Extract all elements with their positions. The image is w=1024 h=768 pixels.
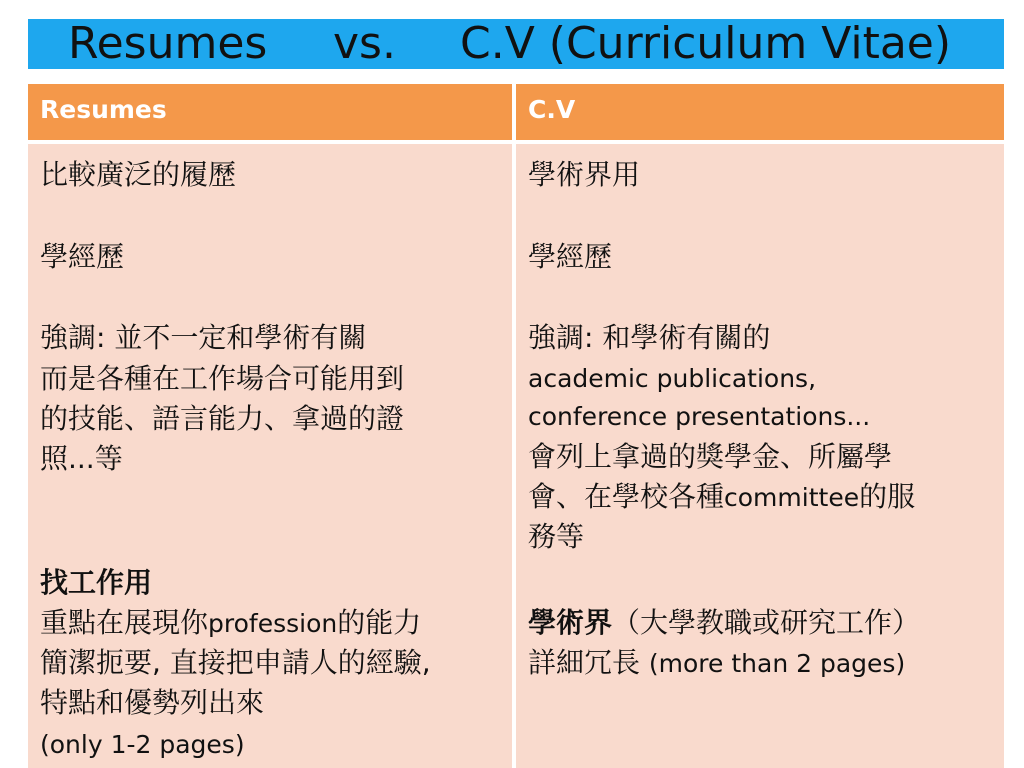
cv-line-9 [528, 606, 920, 640]
resumes-line-8-b: profession [208, 609, 338, 638]
resumes-line-8-a: 重點在展現你 [40, 606, 209, 639]
resumes-line-9: 簡潔扼要, 直接把申請人的經驗, [40, 646, 431, 679]
cv-line-7-c: 的服 [859, 480, 916, 513]
resumes-line-7: 找工作用 [40, 566, 153, 599]
title-cv: C.V (Curriculum Vitae) [460, 18, 952, 69]
cv-line-10 [528, 646, 905, 681]
header-cv: C.V [528, 95, 576, 124]
header-resumes: Resumes [40, 95, 167, 124]
title-bar [28, 19, 1004, 69]
cv-line-6: 會列上拿過的獎學金、所屬學 [528, 440, 893, 473]
resumes-line-2: 學經歷 [40, 240, 125, 273]
cv-line-10-b: (more than 2 pages) [648, 649, 906, 678]
cv-line-9-b: （大學教職或研究工作） [612, 606, 921, 639]
resumes-line-11: (only 1-2 pages) [40, 730, 245, 759]
resumes-line-3: 強調: 並不一定和學術有關 [40, 321, 367, 354]
cv-line-4: academic publications, [528, 364, 817, 393]
resumes-line-5: 的技能、語言能力、拿過的證 [40, 402, 405, 435]
resumes-line-1: 比較廣泛的履歷 [40, 158, 237, 191]
resumes-line-6: 照...等 [40, 442, 123, 475]
cv-line-10-a: 詳細冗長 [528, 646, 649, 679]
title-vs: vs. [333, 18, 396, 69]
cv-line-3: 強調: 和學術有關的 [528, 321, 771, 354]
cv-line-7-a: 會、在學校各種 [528, 480, 725, 513]
cv-column [516, 144, 1004, 768]
title-resumes: Resumes [68, 18, 268, 69]
cv-line-5: conference presentations... [528, 402, 871, 431]
cv-line-7-b: committee [724, 483, 860, 512]
comparison-table [28, 84, 1004, 768]
resumes-column [28, 144, 512, 768]
header-cell-cv [516, 84, 1004, 140]
resumes-line-8 [40, 606, 421, 641]
cv-line-2: 學經歷 [528, 240, 613, 273]
cv-line-1: 學術界用 [528, 158, 641, 191]
resumes-line-10: 特點和優勢列出來 [40, 686, 265, 719]
cv-line-9-a: 學術界 [528, 606, 613, 639]
header-cell-resumes [28, 84, 512, 140]
resumes-line-8-c: 的能力 [337, 606, 422, 639]
cv-line-7 [528, 480, 915, 515]
cv-line-8: 務等 [528, 520, 585, 553]
resumes-line-4: 而是各種在工作場合可能用到 [40, 362, 405, 395]
